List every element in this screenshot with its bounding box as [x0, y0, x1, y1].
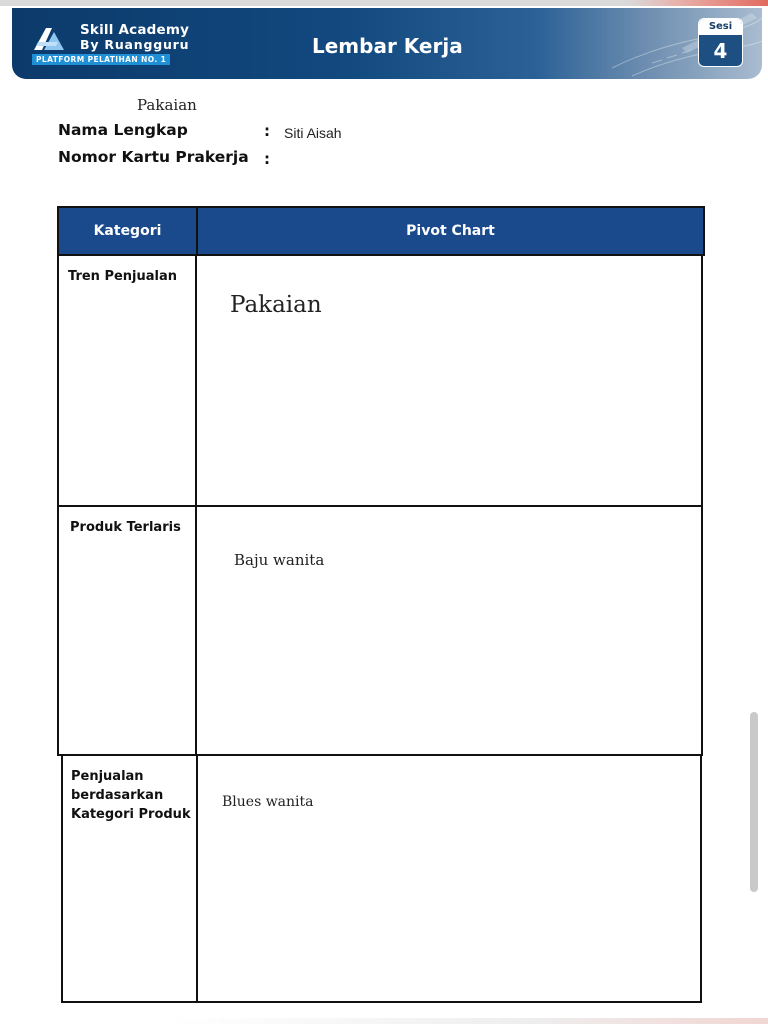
table-row — [61, 754, 702, 1003]
brand-tagline: PLATFORM PELATIHAN NO. 1 — [32, 54, 170, 65]
row-divider — [195, 507, 197, 754]
prakerja-card-number-label: Nomor Kartu Prakerja — [58, 148, 249, 166]
brand-name: Skill Academy — [80, 22, 190, 38]
full-name-colon: : — [264, 122, 270, 140]
session-number: 4 — [713, 39, 728, 63]
session-label: Sesi — [699, 19, 742, 35]
table-row — [57, 505, 703, 756]
full-name-value[interactable]: Siti Aisah — [284, 125, 342, 141]
logo-mark-icon — [32, 26, 66, 52]
row-category-best-seller: Produk Terlaris — [70, 520, 181, 535]
row-divider — [195, 256, 197, 505]
table-row — [57, 254, 703, 507]
row-divider — [196, 756, 198, 1001]
row-category-sales-by-category: Penjualan berdasarkan Kategori Produk — [71, 769, 191, 822]
prakerja-card-number-colon: : — [264, 150, 270, 168]
session-badge — [698, 18, 743, 67]
row-content-sales-by-category[interactable]: Blues wanita — [222, 794, 314, 810]
column-header-pivot-chart: Pivot Chart — [406, 223, 495, 239]
row-content-trend[interactable]: Pakaian — [230, 292, 322, 318]
table-header-row — [57, 206, 705, 256]
page-title: Lembar Kerja — [312, 34, 463, 58]
top-status-strip — [0, 0, 768, 6]
topic-text: Pakaian — [137, 96, 197, 114]
vertical-scrollbar[interactable] — [750, 712, 758, 892]
header-banner — [12, 8, 762, 79]
bottom-edge-strip — [170, 1018, 768, 1024]
row-category-trend: Tren Penjualan — [68, 269, 178, 284]
brand-by: By Ruangguru — [80, 37, 190, 52]
worksheet-table — [57, 206, 705, 1003]
column-header-kategori: Kategori — [93, 223, 162, 239]
skill-academy-logo — [32, 22, 212, 72]
full-name-label: Nama Lengkap — [58, 121, 188, 139]
row-content-best-seller[interactable]: Baju wanita — [234, 551, 325, 569]
